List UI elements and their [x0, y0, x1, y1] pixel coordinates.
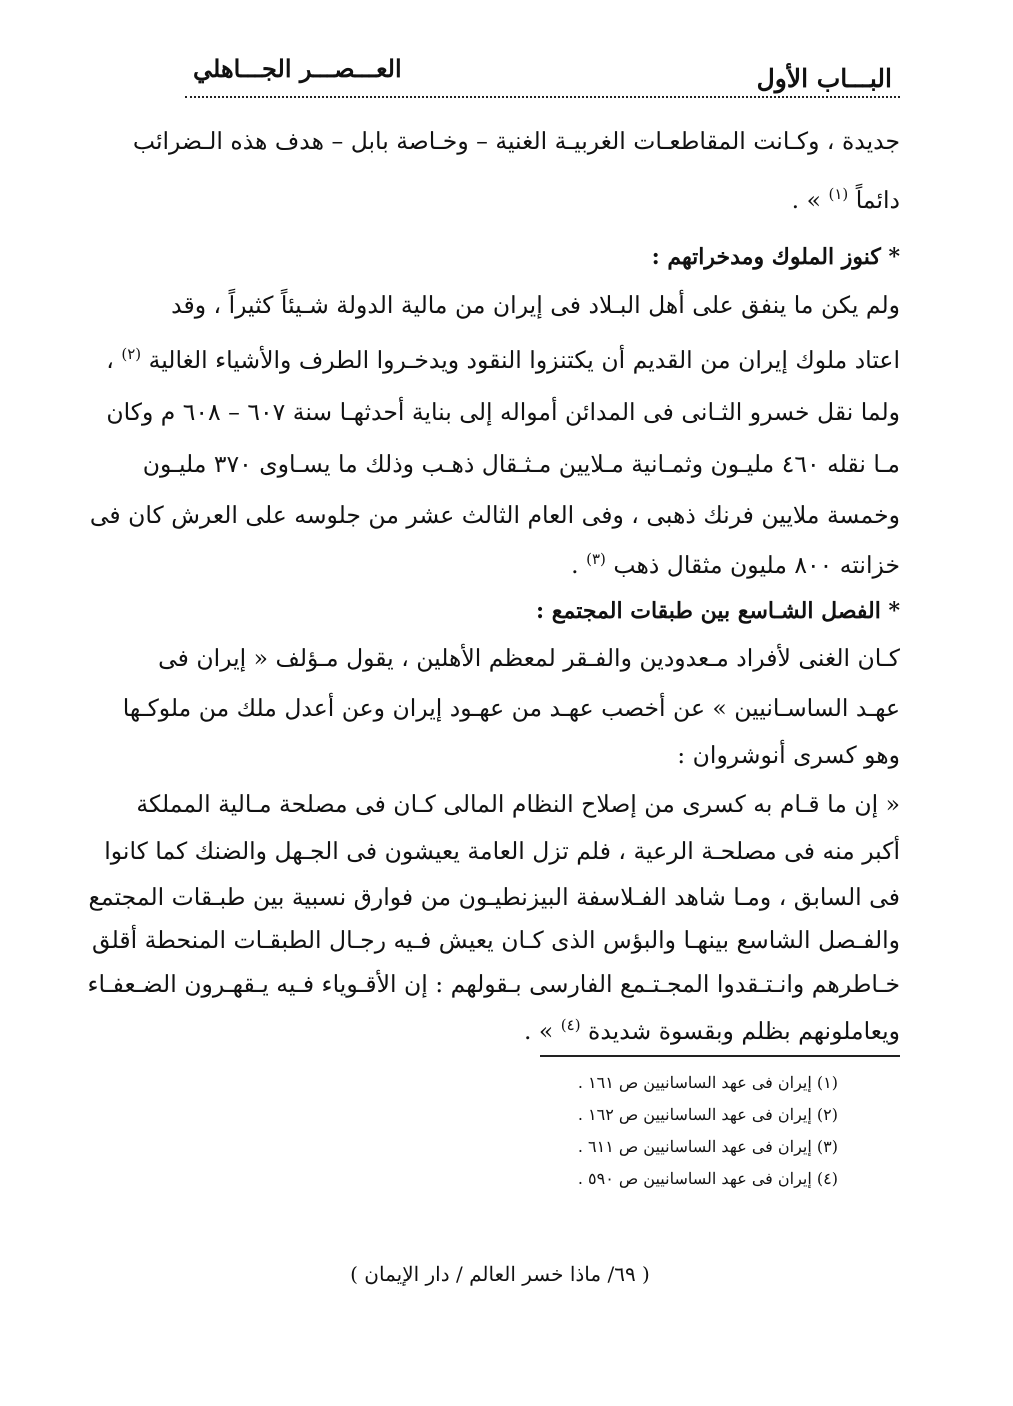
- section-heading: * الفصل الشـاسع بين طبقات المجتمع :: [536, 598, 900, 624]
- paragraph-line: [182, 545, 900, 585]
- section-heading: * كنوز الملوك ومدخراتهم :: [651, 244, 900, 270]
- line-text: اعتاد ملوك إيران من القديم أن يكتنزوا النقود ويدخـروا الطرف والأشياء الغالية: [148, 346, 900, 374]
- footnote-ref: (٤): [560, 1016, 581, 1035]
- line-end: .: [571, 551, 579, 579]
- line-text: دائماً: [855, 186, 900, 214]
- paragraph-line: وخمسة ملايين فرنك ذهبى ، وفى العام الثالث عشر من جلوسه على العرش كان فى: [89, 501, 900, 529]
- paragraph-line: ولم يكن ما ينفق على أهل البـلاد فى إيران من مالية الدولة شـيئاً كثيراً ، وقد: [171, 291, 900, 319]
- quote-line: [182, 1011, 900, 1051]
- footnote-separator: [540, 1055, 900, 1057]
- paragraph-line: عهـد الساسـانيين » عن أخصب عهـد من عهـود إيران وعن أعدل ملك من ملوكـها: [122, 694, 900, 722]
- paragraph-line: جديدة ، وكـانت المقاطعـات الغربيـة الغنية – وخـاصة بابل – هدف هذه الـضرائب: [132, 127, 900, 155]
- paragraph-line: [106, 340, 900, 380]
- paragraph-line: [182, 180, 900, 220]
- line-end: » .: [791, 186, 821, 214]
- chapter-title: البـــاب الأول: [756, 64, 892, 93]
- footnote: (٤) إيران فى عهد الساسانيين ص ٥٩٠ .: [577, 1169, 838, 1188]
- quote-line: فى السابق ، ومـا شاهد الفـلاسفة البيزنطيـون من فوارق نسبية بين طبـقات المجتمع: [88, 883, 900, 911]
- running-header: [185, 48, 900, 98]
- footnote: (١) إيران فى عهد الساسانيين ص ١٦١ .: [577, 1073, 838, 1092]
- footnote-ref: (١): [828, 185, 849, 204]
- paragraph-line: كـان الغنى لأفراد مـعدودين والفـقر لمعظم الأهلين ، يقول مـؤلف « إيران فى: [158, 644, 900, 672]
- footnote: (٢) إيران فى عهد الساسانيين ص ١٦٢ .: [577, 1105, 838, 1124]
- page-footer: ( ٦٩/ ماذا خسر العالم / دار الإيمان ): [350, 1262, 650, 1286]
- quote-line: خـاطرهم وانـتـقدوا المجـتـمع الفارسى بـقولهم : إن الأقـوياء فـيه يـقهـرون الضـعفـاء: [87, 970, 900, 998]
- footnote-ref: (٣): [586, 550, 606, 569]
- paragraph-line: وهو كسرى أنوشروان :: [677, 741, 900, 769]
- line-text: ويعاملونهم بظلم وبقسوة شديدة: [588, 1017, 900, 1045]
- quote-line: « إن ما قـام به كسرى من إصلاح النظام المالى كـان فى مصلحة مـالية المملكة: [136, 790, 900, 818]
- line-text: خزانته ٨٠٠ مليون مثقال ذهب: [613, 551, 900, 579]
- paragraph-line: ولما نقل خسرو الثـانى فى المدائن أمواله إلى بناية أحدثهـا سنة ٦٠٧ – ٦٠٨ م وكان: [106, 398, 900, 426]
- section-title: العـــصـــر الجـــاهلي: [193, 54, 402, 83]
- line-end: » .: [523, 1017, 554, 1045]
- paragraph-line: مـا نقله ٤٦٠ مليـون وثمـانية مـلايين مـثـقال ذهـب وذلك ما يسـاوى ٣٧٠ مليـون: [142, 450, 900, 478]
- line-end: ،: [106, 346, 114, 374]
- footnote: (٣) إيران فى عهد الساسانيين ص ٦١١ .: [577, 1137, 838, 1156]
- quote-line: والفـصل الشاسع بينهـا والبؤس الذى كـان يعيش فـيه رجـال الطبقـات المنحطة أقلق: [91, 926, 900, 954]
- quote-line: أكبر منه فى مصلحـة الرعية ، فلم تزل العامة يعيشون فى الجـهل والضنك كما كانوا: [104, 837, 900, 865]
- footnote-ref: (٢): [121, 345, 142, 364]
- header-dotted-rule: [185, 96, 900, 98]
